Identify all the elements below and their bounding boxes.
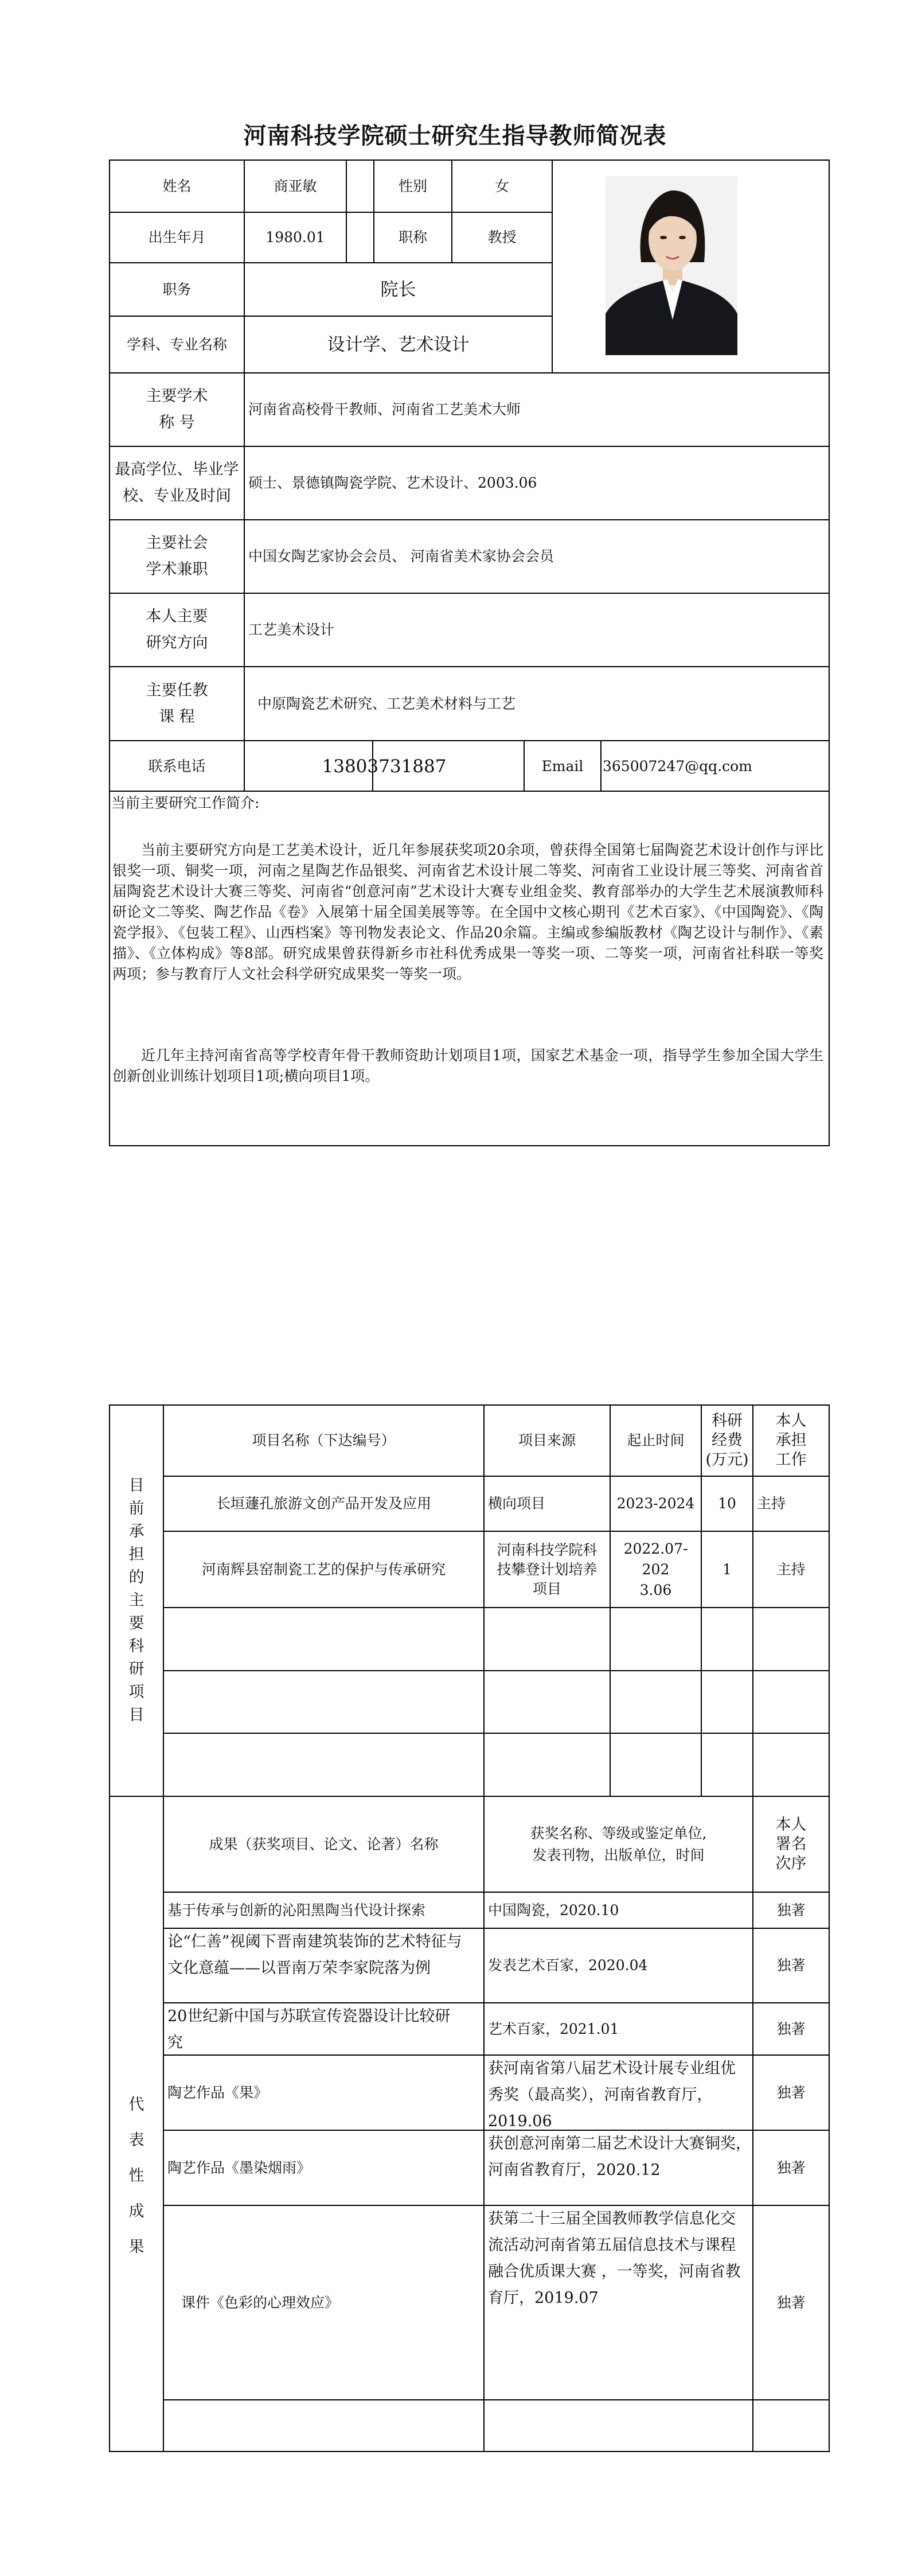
projects-side-label: 目 前 承 担 的 主 要 科 研 项 目 [128, 1477, 144, 1724]
table-row: 发表艺术百家，2020.04 [488, 1957, 648, 1974]
table-row: 10 [718, 1495, 736, 1512]
project-source-header: 项目来源 [518, 1432, 576, 1449]
table-row: 独著 [776, 2294, 806, 2311]
degree-value: 硕士、景德镇陶瓷学院、艺术设计、2003.06 [248, 474, 537, 491]
table-row: 独著 [776, 2084, 806, 2101]
page-title: 河南科技学院硕士研究生指导教师简况表 [243, 123, 667, 149]
position-value: 院长 [380, 279, 416, 300]
table-row: 主持 [757, 1495, 786, 1512]
table-row: 获第二十三届全国教师教学信息化交 流活动河南省第五届信息技术与课程 融合优质课大赛 ，一等奖，河南省教 育厅，2019.07 [488, 2210, 741, 2307]
table-row: 论“仁善”视阈下晋南建筑装饰的艺术特征与 文化意蕴——以晋南万荣李家院落为例 [167, 1933, 462, 1977]
table-row: 2022.07-202 3.06 [623, 1540, 688, 1598]
table-row: 基于传承与创新的沁阳黑陶当代设计探索 [167, 1901, 426, 1919]
summary-paragraph-1: 当前主要研究方向是工艺美术设计，近几年参展获奖项20余项，曾获得全国第七届陶瓷艺术设计创作与评比银奖一项、铜奖一项，河南之星陶艺作品银奖、河南省艺术设计展二等奖、河南省工业设计展三等奖、河南省首届陶瓷艺术设计大赛三等奖、河南省“创意河南”艺术设计大赛专业组金奖、教育部举办的大学生艺术展演教师科研论文二等奖、陶艺作品《卷》入展第十届全国美展等等。在全国中文核心期刊《艺术百家》、《中国陶瓷》、《陶瓷学报》、《包装工程》、山西档案》等刊物发表论文、作品20余篇。主编或参编版教材《陶艺设计与制作》、《素描》、《立体构成》等8部。研究成果曾获得新乡市社科优秀成果一等奖一项、二等奖一项，河南省社科联一等奖两项；参与教育厅人文社会科学研究成果奖一等奖一项。 [112, 842, 823, 982]
table-row: 陶艺作品《果》 [167, 2084, 268, 2101]
email-label: Email [541, 758, 584, 775]
table-row: 独著 [776, 1957, 806, 1974]
project-role-header: 本人 承担 工作 [775, 1412, 807, 1469]
phone-label: 联系电话 [148, 758, 206, 775]
gender-value: 女 [494, 177, 509, 194]
table-row: 艺术百家，2021.01 [488, 2020, 619, 2037]
table-row: 课件《色彩的心理效应》 [181, 2294, 339, 2311]
table-row: 河南科技学院科 技攀登计划培养 项目 [497, 1541, 597, 1597]
achievement-venue-header: 获奖名称、等级或鉴定单位, 发表刊物，出版单位，时间 [530, 1824, 707, 1863]
table-row: 独著 [776, 1901, 806, 1919]
phone-value: 13803731887 [322, 756, 447, 777]
discipline-label: 学科、专业名称 [126, 336, 227, 353]
gender-label: 性别 [398, 177, 427, 194]
research-label: 本人主要 研究方向 [146, 608, 208, 652]
project-period-header: 起止时间 [627, 1432, 685, 1449]
degree-label: 最高学位、毕业学 校、专业及时间 [115, 461, 239, 505]
table-row: 1 [722, 1561, 732, 1578]
achievement-name-header: 成果（获奖项目、论文、论著）名称 [209, 1835, 439, 1853]
courses-value: 中原陶瓷艺术研究、工艺美术材料与工艺 [257, 695, 516, 712]
title-label: 职称 [398, 229, 427, 246]
table-row: 2023-2024 [616, 1495, 695, 1512]
table-row: 独著 [776, 2020, 806, 2037]
honors-label: 主要学术 称 号 [146, 387, 208, 431]
table-row: 河南辉县窑制瓷工艺的保护与传承研究 [201, 1561, 446, 1578]
birth-label: 出生年月 [148, 229, 206, 246]
project-name-header: 项目名称（下达编号） [252, 1432, 396, 1449]
table-row: 陶艺作品《墨染烟雨》 [167, 2159, 311, 2176]
email-value: 365007247@qq.com [603, 758, 752, 775]
achievements-side-label: 代 表 性 成 果 [128, 2096, 144, 2256]
name-value: 商亚敏 [274, 177, 317, 194]
research-value: 工艺美术设计 [248, 621, 335, 638]
table-row: 主持 [776, 1561, 806, 1578]
summary-heading: 当前主要研究工作简介: [111, 795, 260, 811]
project-funding-header: 科研 经费 (万元) [705, 1412, 749, 1469]
portrait-photo [606, 176, 737, 355]
table-row: 独著 [776, 2159, 806, 2176]
position-label: 职务 [162, 281, 192, 298]
discipline-value: 设计学、艺术设计 [327, 334, 470, 355]
name-label: 姓名 [162, 177, 192, 194]
table-row: 长垣蘧孔旅游文创产品开发及应用 [216, 1495, 431, 1512]
society-label: 主要社会 学术兼职 [146, 534, 208, 578]
table-row: 20世纪新中国与苏联宣传瓷器设计比较研 究 [167, 2007, 451, 2052]
table-row: 中国陶瓷，2020.10 [488, 1901, 619, 1919]
table-row: 横向项目 [488, 1495, 546, 1512]
courses-label: 主要任教 课 程 [146, 681, 208, 726]
table-row: 获创意河南第二届艺术设计大赛铜奖， 河南省教育厅，2020.12 [488, 2135, 751, 2179]
society-value: 中国女陶艺家协会会员、 河南省美术家协会会员 [248, 548, 554, 565]
title-value: 教授 [487, 229, 517, 246]
honors-value: 河南省高校骨干教师、河南省工艺美术大师 [248, 401, 521, 418]
table-row: 获河南省第八届艺术设计展专业组优 秀奖（最高奖），河南省教育厅，2019.06 [488, 2060, 736, 2130]
achievement-order-header: 本人 署名 次序 [775, 1815, 807, 1873]
birth-value: 1980.01 [265, 229, 325, 246]
summary-paragraph-2: 近几年主持河南省高等学校青年骨干教师资助计划项目1项，国家艺术基金一项，指导学生参加全国大学生创新创业训练计划项目1项;横向项目1项。 [112, 1047, 823, 1084]
